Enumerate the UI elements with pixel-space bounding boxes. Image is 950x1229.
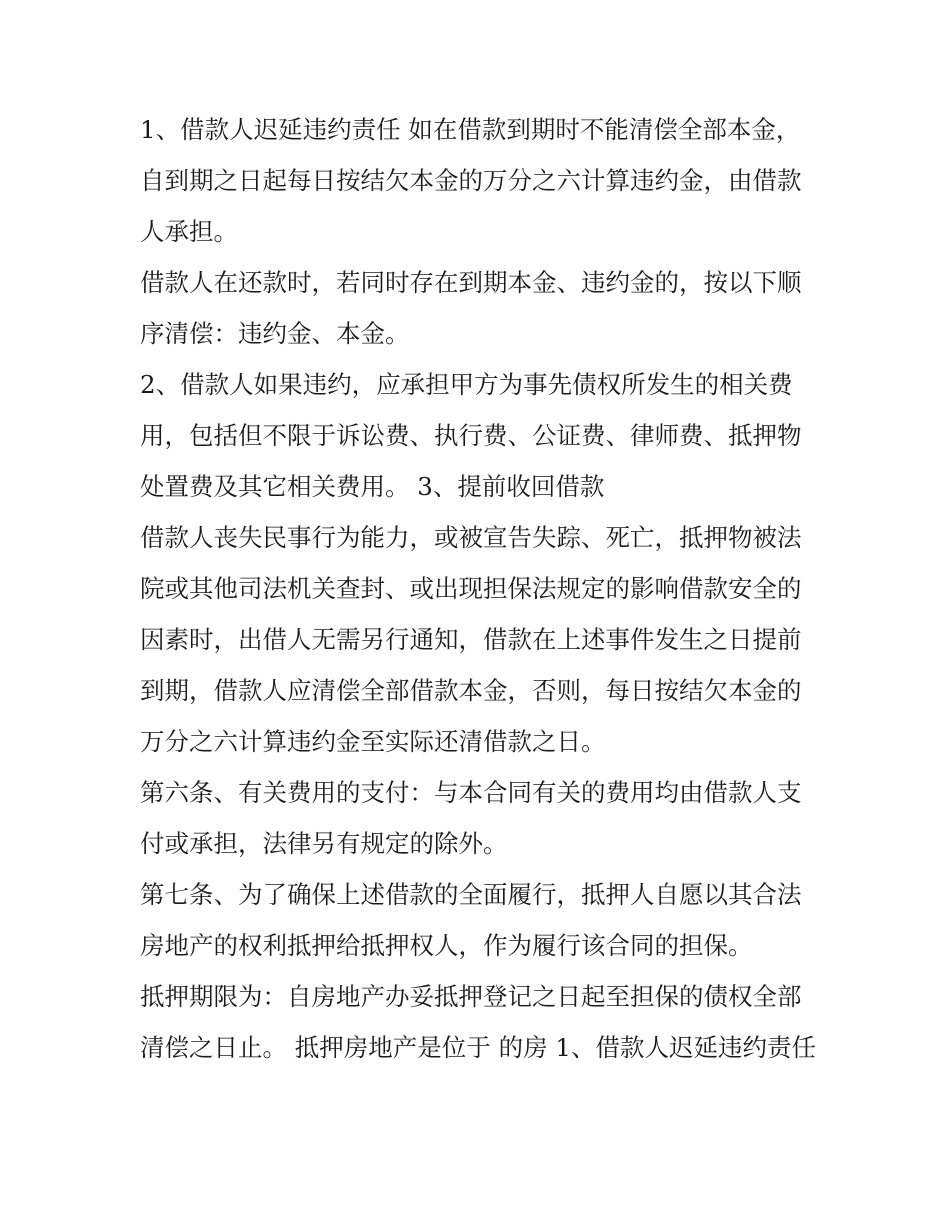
paragraph-mortgage-term: 抵押期限为：自房地产办妥抵押登记之日起至担保的债权全部清偿之日止。 抵押房地产是位于 的房 1、借款人迟延违约责任 xyxy=(140,982,816,1062)
paragraph-article-seven: 第七条、为了确保上述借款的全面履行，抵押人自愿以其合法房地产的权利抵押给抵押权人，作为履行该合同的担保。 xyxy=(140,880,802,960)
paragraph-repayment-order: 借款人在还款时，若同时存在到期本金、违约金的，按以下顺序清偿：违约金、本金。 xyxy=(140,268,802,348)
paragraph-early-recall: 借款人丧失民事行为能力，或被宣告失踪、死亡，抵押物被法院或其他司法机关查封、或出现担保法规定的影响借款安全的因素时，出借人无需另行通知，借款在上述事件发生之日提前到期，借款人应清偿全部借款本金，否则，每日按结欠本金的万分之六计算违约金至实际还清借款之日。 xyxy=(140,523,802,756)
document-body xyxy=(140,104,820,1073)
paragraph-late-default-liability: 1、借款人迟延违约责任 如在借款到期时不能清偿全部本金，自到期之日起每日按结欠本金的万分之六计算违约金，由借款人承担。 xyxy=(140,115,802,246)
paragraph-breach-expenses: 2、借款人如果违约，应承担甲方为事先债权所发生的相关费用，包括但不限于诉讼费、执行费、公证费、律师费、抵押物处置费及其它相关费用。 3、提前收回借款 xyxy=(140,370,802,501)
paragraph-article-six: 第六条、有关费用的支付：与本合同有关的费用均由借款人支付或承担，法律另有规定的除外。 xyxy=(140,778,802,858)
